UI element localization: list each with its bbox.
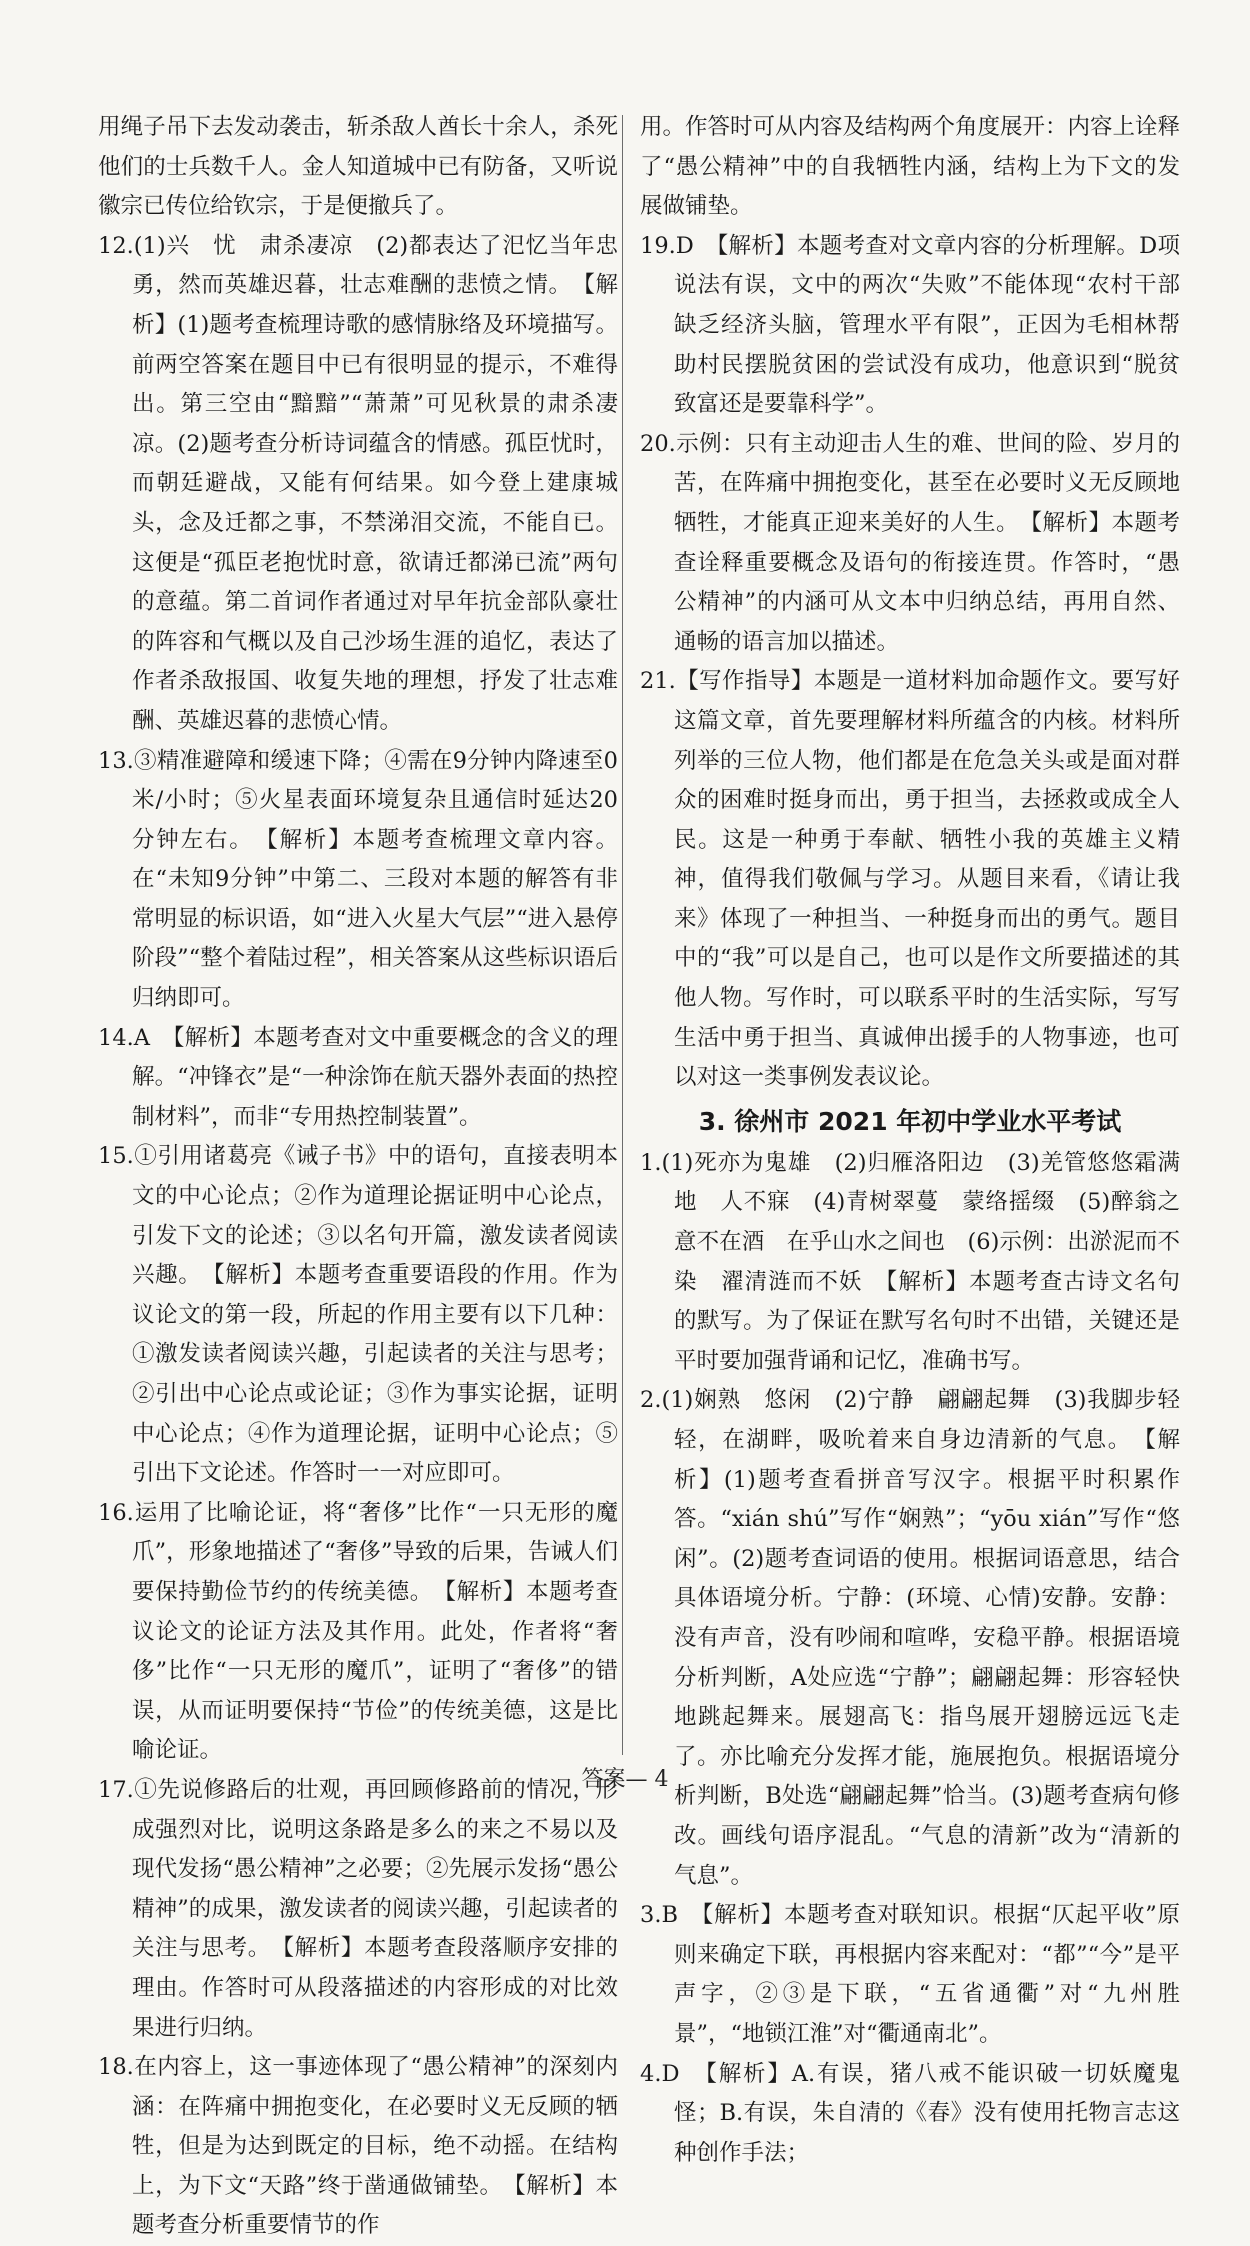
section-answer-3: 3.B 【解析】本题考查对联知识。根据“仄起平收”原则来确定下联，再根据内容来配对：“都”“今”是平声字，②③是下联，“五省通衢”对“九州胜景”，“地锁江淮”对“衢通南北”。 <box>640 1902 1180 2047</box>
answer-text-continued: 用。作答时可从内容及结构两个角度展开：内容上诠释了“愚公精神”中的自我牺牲内涵，结构上为下文的发展做铺垫。 <box>640 114 1181 220</box>
page-number: 答案— 4 <box>581 1767 669 1792</box>
column-divider <box>622 115 623 1755</box>
answer-item-19: 19.D 【解析】本题考查对文章内容的分析理解。D项说法有误，文中的两次“失败”不能体现“农村干部缺乏经济头脑，管理水平有限”，正因为毛相林帮助村民摆脱贫困的尝试没有成功，他意识到“脱贫致富还是要靠科学”。 <box>640 232 1180 418</box>
answer-item-18: 18.在内容上，这一事迹体现了“愚公精神”的深刻内涵：在阵痛中拥抱变化，在必要时义无反顾的牺牲，但是为达到既定的目标，绝不动摇。在结构上，为下文“天路”终于凿通做铺垫。 【解析】本题考查分析重要情节的作 <box>98 2054 618 2239</box>
section-answer-1: 1.(1)死亦为鬼雄 (2)归雁洛阳边 (3)羌管悠悠霜满地 人不寐 (4)青树翠蔓 蒙络摇缀 (5)醉翁之意不在酒 在乎山水之间也 (6)示例：出淤泥而不染 濯清涟而不妖 【解析】本题考查古诗文名句的默写。为了保证在默写名句时不出错，关键还是平时要加强背诵和记忆，准确书写。 <box>640 1149 1180 1374</box>
answer-item-16: 16.运用了比喻论证，将“奢侈”比作“一只无形的魔爪”，形象地描述了“奢侈”导致的后果，告诫人们要保持勤俭节约的传统美德。 【解析】本题考查议论文的论证方法及其作用。此处，作者将“奢侈”比作“一只无形的魔爪”，证明了“奢侈”的错误，从而证明要保持“节俭”的传统美德，这是比喻论证。 <box>98 1499 618 1764</box>
answer-item-15: 15.①引用诸葛亮《诫子书》中的语句，直接表明本文的中心论点；②作为道理论据证明中心论点，引发下文的论述；③以名句开篇，激发读者阅读兴趣。 【解析】本题考查重要语段的作用。作为议论文的第一段，所起的作用主要有以下几种：①激发读者阅读兴趣，引起读者的关注与思考；②引出中心论点或论证；③作为事实论据，证明中心论点；④作为道理论据，证明中心论点；⑤引出下文论述。作答时一一对应即可。 <box>98 1143 618 1487</box>
answer-item-12: 12.(1)兴 忧 肃杀凄凉 (2)都表达了汜忆当年忠勇，然而英雄迟暮，壮志难酬的悲愤之情。 【解析】(1)题考查梳理诗歌的感情脉络及环境描写。前两空答案在题目中已有很明显的提示，不难得出。第三空由“黯黯”“萧萧”可见秋景的肃杀凄凉。(2)题考查分析诗词蕴含的情感。孤臣忧时，而朝廷避战，又能有何结果。如今登上建康城头，念及迁都之事，不禁涕泪交流，不能自已。这便是“孤臣老抱忧时意，欲请迁都涕已流”两句的意蕴。第二首词作者通过对早年抗金部队豪壮的阵容和气概以及自己沙场生涯的追忆，表达了作者杀敌报国、收复失地的理想，抒发了壮志难酬、英雄迟暮的悲愤心情。 <box>98 232 618 734</box>
answer-item-21: 21.【写作指导】本题是一道材料加命题作文。要写好这篇文章，首先要理解材料所蕴含的内核。材料所列举的三位人物，他们都是在危急关头或是面对群众的困难时挺身而出，勇于担当，去拯救或成全人民。这是一种勇于奉献、牺牲小我的英雄主义精神，值得我们敬佩与学习。从题目来看，《请让我来》体现了一种担当、一种挺身而出的勇气。题目中的“我”可以是自己，也可以是作文所要描述的其他人物。写作时，可以联系平时的生活实际，写写生活中勇于担当、真诚伸出援手的人物事迹，也可以对这一类事例发表议论。 <box>640 668 1180 1091</box>
answer-item-20: 20.示例：只有主动迎击人生的难、世间的险、岁月的苦，在阵痛中拥抱变化，甚至在必要时义无反顾地牺牲，才能真正迎来美好的人生。 【解析】本题考查诠释重要概念及语句的衔接连贯。作答时，“愚公精神”的内涵可从文本中归纳总结，再用自然、通畅的语言加以描述。 <box>640 430 1180 655</box>
section-title: 3. 徐州市 2021 年初中学业水平考试 <box>698 1106 1122 1136</box>
answer-item-14: 14.A 【解析】本题考查对文中重要概念的含义的理解。“冲锋衣”是“一种涂饰在航天器外表面的热控制材料”，而非“专用热控制装置”。 <box>98 1024 618 1130</box>
left-column <box>98 108 618 2246</box>
answer-item-17: 17.①先说修路后的壮观，再回顾修路前的情况，形成强烈对比，说明这条路是多么的来之不易以及现代发扬“愚公精神”之必要；②先展示发扬“愚公精神”的成果，激发读者的阅读兴趣，引起读者的关注与思考。 【解析】本题考查段落顺序安排的理由。作答时可从段落描述的内容形成的对比效果进行归纳。 <box>98 1776 618 2041</box>
right-column <box>640 108 1180 2173</box>
section-answer-2: 2.(1)娴熟 悠闲 (2)宁静 翩翩起舞 (3)我脚步轻轻，在湖畔，吸吮着来自身边清新的气息。 【解析】(1)题考查看拼音写汉字。根据平时积累作答。“xián shú”写作“娴熟”；“yōu xián”写作“悠闲”。(2)题考查词语的使用。根据词语意思，结合具体语境分析。宁静：(环境、心情)安静。安静：没有声音，没有吵闹和喧哗，安稳平静。根据语境分析判断，A处应选“宁静”；翩翩起舞：形容轻快地跳起舞来。展翅高飞：指鸟展开翅膀远远飞走了。亦比喻充分发挥才能，施展抱负。根据语境分析判断，B处选“翩翩起舞”恰当。(3)题考查病句修改。画线句语序混乱。“气息的清新”改为“清新的气息”。 <box>640 1387 1180 1889</box>
answer-item-13: 13.③精准避障和缓速下降；④需在9分钟内降速至0米/小时；⑤火星表面环境复杂且通信时延达20分钟左右。 【解析】本题考查梳理文章内容。在“未知9分钟”中第二、三段对本题的解答有非常明显的标识语，如“进入火星大气层”“进入悬停阶段”“整个着陆过程”，相关答案从这些标识语后归纳即可。 <box>98 747 618 1012</box>
answer-text-continued: 用绳子吊下去发动袭击，斩杀敌人酋长十余人，杀死他们的士兵数千人。金人知道城中已有防备，又听说徽宗已传位给钦宗，于是便撤兵了。 <box>98 114 618 220</box>
section-answer-4: 4.D 【解析】A.有误，猪八戒不能识破一切妖魔鬼怪；B.有误，朱自清的《春》没有使用托物言志这种创作手法； <box>640 2060 1180 2166</box>
